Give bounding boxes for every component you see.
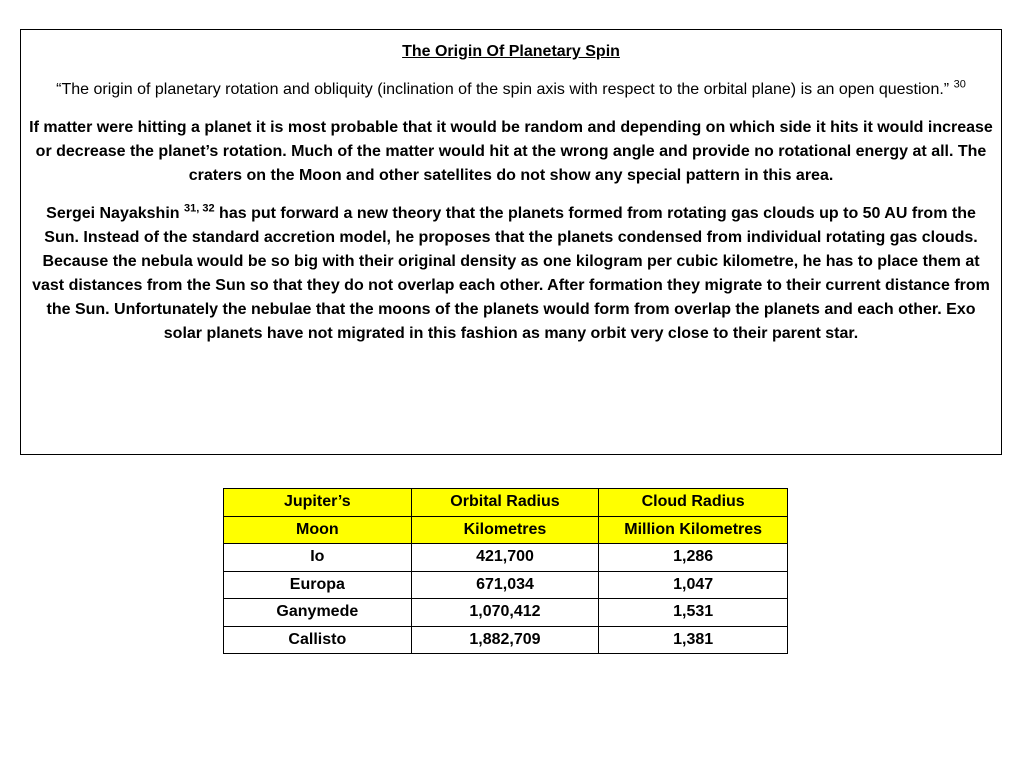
moon-name-cell: Ganymede — [224, 599, 412, 627]
author-reference: 31, 32 — [184, 202, 215, 215]
table-row — [224, 571, 788, 599]
header-cell: Jupiter’s — [224, 489, 412, 517]
author-name: Sergei Nayakshin — [46, 205, 180, 222]
quote-paragraph — [29, 78, 993, 102]
header-cell: Million Kilometres — [599, 516, 788, 544]
table-header-row — [224, 489, 788, 517]
quote-reference: 30 — [953, 78, 966, 91]
moons-table — [223, 488, 788, 654]
nayakshin-text: has put forward a new theory that the planets formed from rotating gas clouds up to 50 AU from the Sun. Instead of the standard accretion model, he proposes that the planets condensed from individual rotating gas clouds. Because the nebula would be so big with their original density as one kilogram per cubic kilometre, he has to place them at vast distances from the Sun so that they do not overlap each other. After formation they migrate to their current distance from the Sun. Unfortunately the nebulae that the moons of the planets would form from overlap the planets and each other. Exo solar planets have not migrated in this fashion as many orbit very close to their parent star. — [32, 205, 990, 342]
cloud-radius-cell: 1,531 — [599, 599, 788, 627]
orbital-radius-cell: 1,070,412 — [411, 599, 599, 627]
quote-text: “The origin of planetary rotation and obliquity (inclination of the spin axis with respect to the orbital plane) is an open question.” — [56, 81, 950, 98]
orbital-radius-cell: 1,882,709 — [411, 626, 599, 654]
cloud-radius-cell: 1,047 — [599, 571, 788, 599]
header-cell: Orbital Radius — [411, 489, 599, 517]
nayakshin-paragraph — [29, 202, 993, 346]
orbital-radius-cell: 671,034 — [411, 571, 599, 599]
cloud-radius-cell: 1,381 — [599, 626, 788, 654]
header-cell: Kilometres — [411, 516, 599, 544]
table-row — [224, 626, 788, 654]
table-header-row — [224, 516, 788, 544]
header-cell: Moon — [224, 516, 412, 544]
orbital-radius-cell: 421,700 — [411, 544, 599, 572]
table-row — [224, 544, 788, 572]
header-cell: Cloud Radius — [599, 489, 788, 517]
moon-name-cell: Europa — [224, 571, 412, 599]
cloud-radius-cell: 1,286 — [599, 544, 788, 572]
moon-name-cell: Io — [224, 544, 412, 572]
table-row — [224, 599, 788, 627]
matter-impact-paragraph: If matter were hitting a planet it is most probable that it would be random and depending on which side it hits it would increase or decrease the planet’s rotation. Much of the matter would hit at the wrong angle and provide no rotational energy at all. The craters on the Moon and other satellites do not show any special pattern in this area. — [29, 119, 993, 184]
text-box — [20, 29, 1002, 455]
page-title: The Origin Of Planetary Spin — [402, 43, 620, 60]
moon-name-cell: Callisto — [224, 626, 412, 654]
